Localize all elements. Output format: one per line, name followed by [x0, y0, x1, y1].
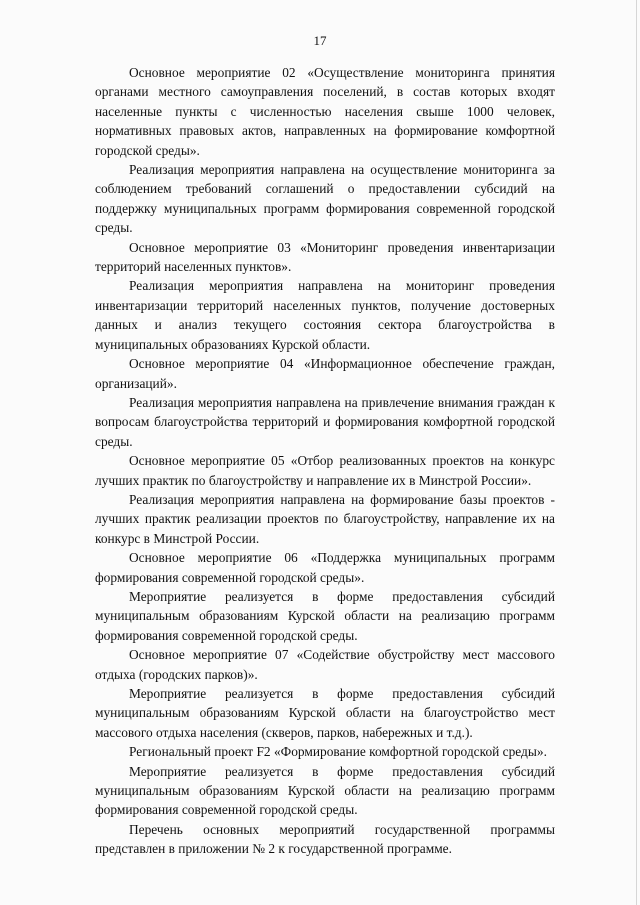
- paragraph-main-activity-05: Основное мероприятие 05 «Отбор реализованных проектов на конкурс лучших практик по благоустройству и направление их в Минстрой России».: [95, 453, 555, 488]
- paragraph-main-activity-06: Основное мероприятие 06 «Поддержка муниципальных программ формирования современной городской среды».: [95, 550, 555, 585]
- paragraph-implementation-03: Реализация мероприятия направлена на мониторинг проведения инвентаризации территорий населенных пунктов, получение достоверных данных и анализ текущего состояния сектора благоустройства в муниципальных образованиях Курской области.: [95, 278, 555, 352]
- paragraph-implementation-02: Реализация мероприятия направлена на осуществление мониторинга за соблюдением требований соглашений о предоставлении субсидий на поддержку муниципальных программ формирования современной городской среды.: [95, 162, 555, 236]
- paragraph-main-activity-02: Основное мероприятие 02 «Осуществление мониторинга принятия органами местного самоуправления поселений, в состав которых входят населенные пункты с численностью населения свыше 1000 человек, нормативных правовых актов, направленных на формирование комфортной городской среды».: [95, 65, 555, 158]
- paragraph-implementation-04: Реализация мероприятия направлена на привлечение внимания граждан к вопросам благоустройства территорий и формирования комфортной городской среды.: [95, 394, 555, 449]
- paragraph-main-activity-04: Основное мероприятие 04 «Информационное обеспечение граждан, организаций».: [95, 356, 555, 391]
- paragraph-activities-list-reference: Перечень основных мероприятий государственной программы представлен в приложении № 2 к государственной программе.: [95, 821, 555, 857]
- paragraph-implementation-06: Мероприятие реализуется в форме предоставления субсидий муниципальным образованиям Курской области на реализацию программ формирования современной городской среды.: [95, 588, 555, 643]
- paragraph-main-activity-07: Основное мероприятие 07 «Содействие обустройству мест массового отдыха (городских парков)».: [95, 647, 555, 682]
- document-body: [95, 63, 555, 859]
- scan-edge-line: [636, 0, 637, 905]
- paragraph-implementation-f2: Мероприятие реализуется в форме предоставления субсидий муниципальным образованиям Курской области на реализацию программ формирования современной городской среды.: [95, 763, 555, 818]
- paragraph-implementation-05: Реализация мероприятия направлена на формирование базы проектов - лучших практик реализации проектов по благоустройству, направление их на конкурс в Минстрой России.: [95, 491, 555, 546]
- paragraph-regional-project-f2: Региональный проект F2 «Формирование комфортной городской среды».: [129, 744, 547, 760]
- paragraph-implementation-07: Мероприятие реализуется в форме предоставления субсидий муниципальным образованиям Курской области на благоустройство мест массового отдыха населения (скверов, парков, набережных и т.д.).: [95, 686, 555, 740]
- paragraph-main-activity-03: Основное мероприятие 03 «Мониторинг проведения инвентаризации территорий населенных пунктов».: [95, 239, 555, 275]
- page-number: 17: [313, 33, 327, 48]
